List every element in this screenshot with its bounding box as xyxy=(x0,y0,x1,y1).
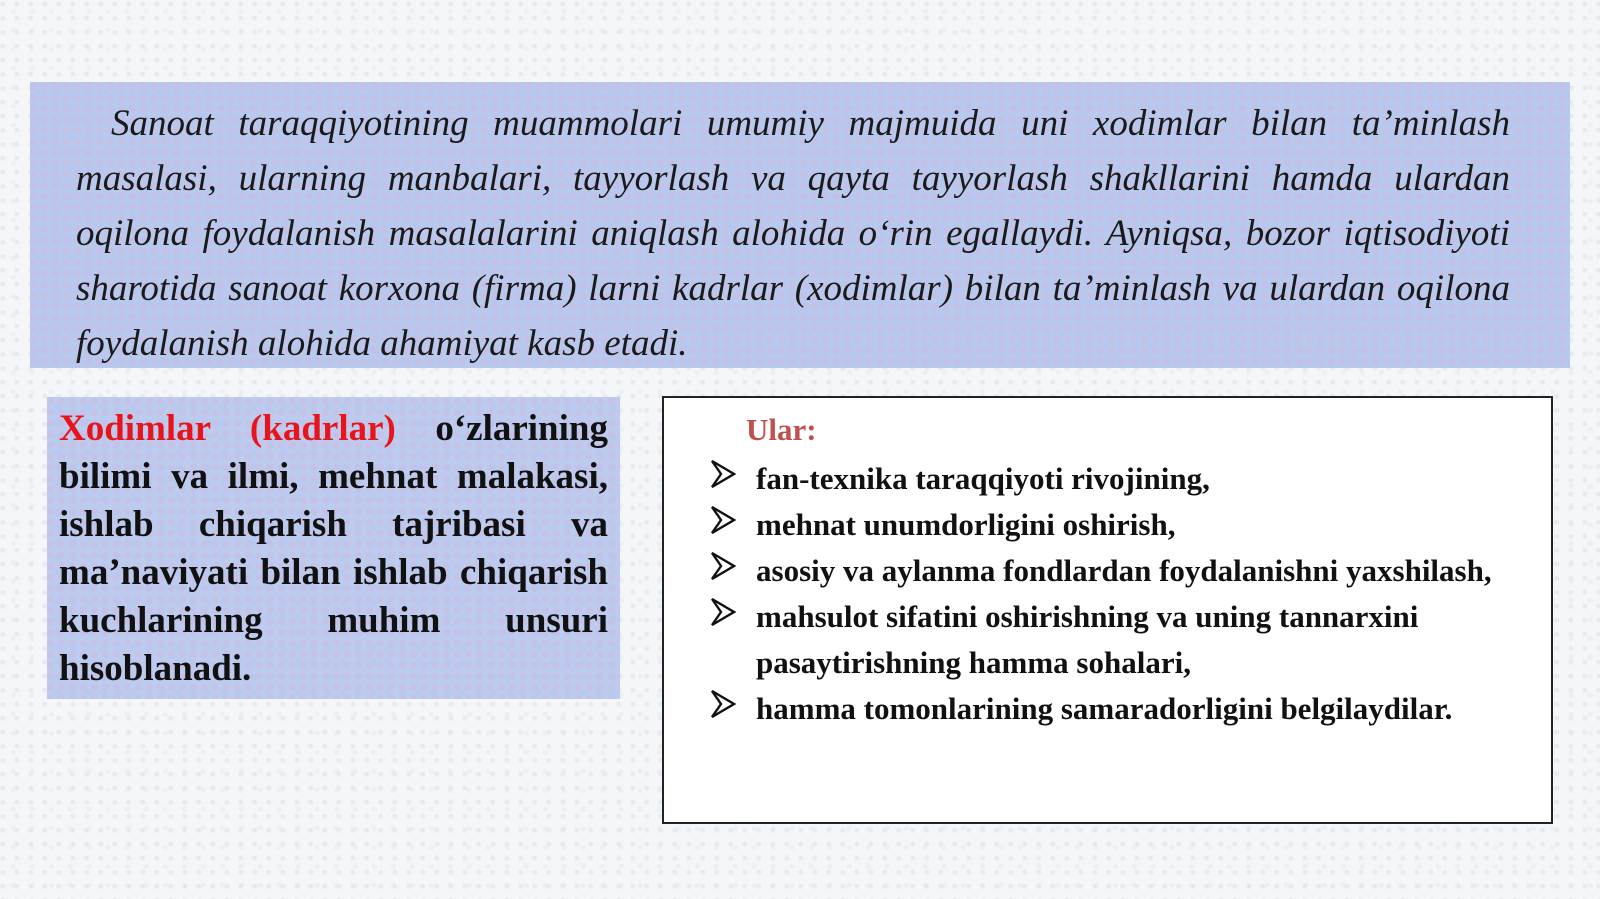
arrowhead-bullet-icon xyxy=(710,549,736,583)
definition-panel xyxy=(47,397,620,699)
intro-paragraph: Sanoat taraqqiyotining muammolari umumiy majmuida uni xodimlar bilan ta’minlash masalasi, ularning manbalari, tayyorlash va qayta tayyorlash shakllarini hamda ulardan oqilona foydalanish masalalarini aniqlash alohida o‘rin egallaydi. Ayniqsa, bozor iqtisodiyoti sharotida sanoat korxona (firma) larni kadrlar (xodimlar) bilan ta’minlash va ulardan oqilona foydalanish alohida ahamiyat kasb etadi. xyxy=(76,103,1510,364)
arrowhead-bullet-icon xyxy=(710,503,736,537)
definition-paragraph xyxy=(59,405,608,693)
arrowhead-bullet-icon xyxy=(710,457,736,491)
list-item-text: fan-texnika taraqqiyoti rivojining, xyxy=(756,461,1210,496)
intro-panel xyxy=(30,82,1570,368)
list-item-text: hamma tomonlarining samaradorligini belgilaydilar. xyxy=(756,691,1453,726)
list-item-text: mahsulot sifatini oshirishning va uning tannarxini pasaytirishning hamma sohalari, xyxy=(756,599,1419,680)
list-heading: Ular: xyxy=(746,412,817,447)
bullet-list xyxy=(710,456,1510,732)
list-item-text: mehnat unumdorligini oshirish, xyxy=(756,507,1176,542)
list-panel xyxy=(662,396,1553,824)
list-item xyxy=(710,548,1510,594)
definition-text: o‘zlarining bilimi va ilmi, mehnat malakasi, ishlab chiqarish tajribasi va ma’naviyati bilan ishlab chiqarish kuchlarining muhim unsuri hisoblanadi. xyxy=(59,408,608,689)
list-item xyxy=(710,686,1510,732)
list-item-text: asosiy va aylanma fondlardan foydalanishni yaxshilash, xyxy=(756,553,1492,588)
list-item xyxy=(710,502,1510,548)
arrowhead-bullet-icon xyxy=(710,687,736,721)
list-item xyxy=(710,594,1510,686)
arrowhead-bullet-icon xyxy=(710,595,736,629)
list-item xyxy=(710,456,1510,502)
definition-term: Xodimlar (kadrlar) xyxy=(59,408,396,449)
